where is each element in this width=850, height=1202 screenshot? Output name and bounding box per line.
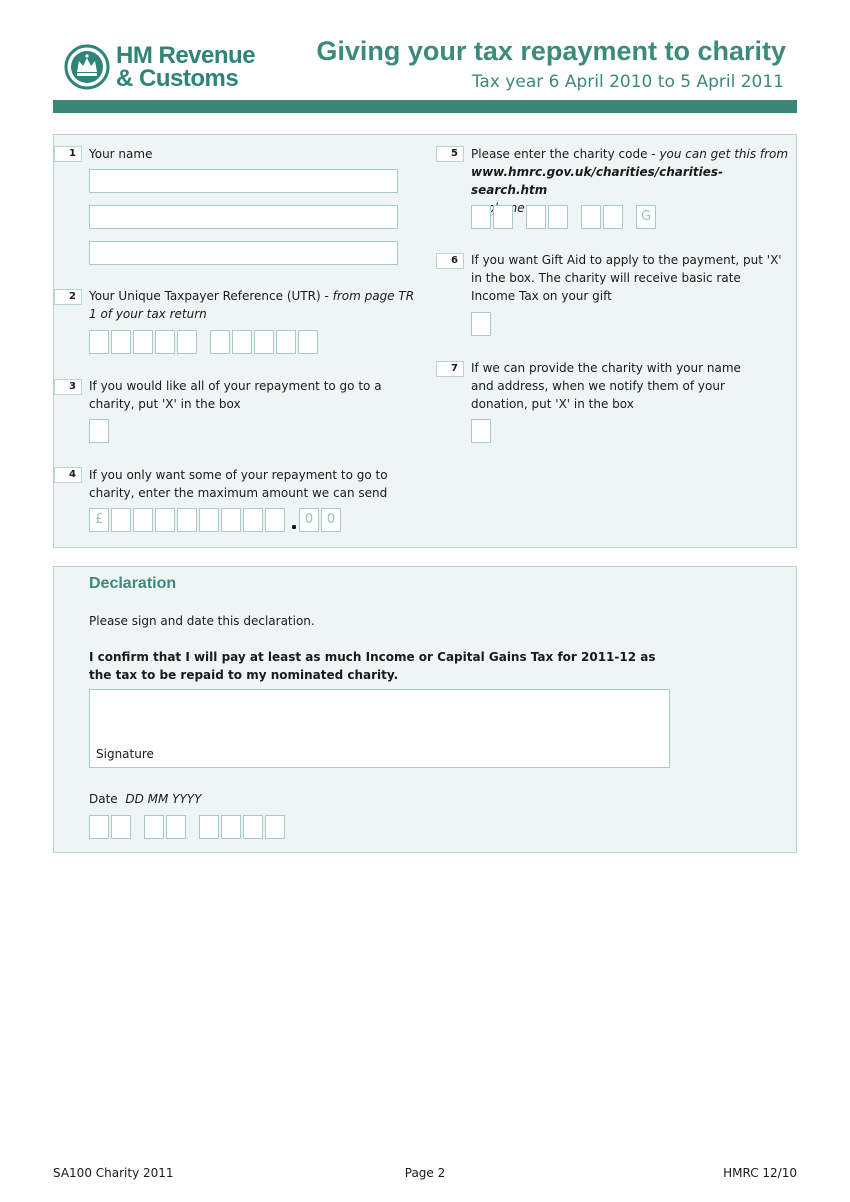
- date-label: Date DD MM YYYY: [89, 792, 202, 806]
- utr-boxes: [89, 330, 329, 354]
- utr-digit[interactable]: [298, 330, 318, 354]
- signature-label: Signature: [96, 747, 154, 761]
- q1-label: Your name: [89, 147, 153, 161]
- charity-code-digit[interactable]: [548, 205, 568, 229]
- utr-digit[interactable]: [177, 330, 197, 354]
- name-field-line1[interactable]: [89, 169, 398, 193]
- hmrc-version: HMRC 12/10: [723, 1166, 797, 1180]
- crown-logo-icon: [64, 44, 110, 90]
- amount-digit[interactable]: [133, 508, 153, 532]
- tax-year-subtitle: Tax year 6 April 2010 to 5 April 2011: [471, 72, 784, 92]
- amount-boxes: [89, 508, 349, 532]
- q2-label: Your Unique Taxpayer Reference (UTR) - from page TR 1 of your tax return: [89, 289, 415, 321]
- date-year-digit[interactable]: [243, 815, 263, 839]
- q5-number: 5: [436, 146, 464, 162]
- amount-digit[interactable]: [265, 508, 285, 532]
- utr-digit[interactable]: [276, 330, 296, 354]
- q1-number: 1: [54, 146, 82, 162]
- q3-number: 3: [54, 379, 82, 395]
- utr-digit[interactable]: [210, 330, 230, 354]
- amount-digit[interactable]: [199, 508, 219, 532]
- all-repayment-checkbox[interactable]: [89, 419, 109, 443]
- page-number: Page 2: [404, 1166, 446, 1180]
- q3-label: If you would like all of your repayment to go to a charity, put 'X' in the box: [89, 379, 382, 411]
- date-year-digit[interactable]: [221, 815, 241, 839]
- q7-number: 7: [436, 361, 464, 377]
- charity-code-boxes: [471, 205, 661, 229]
- q4-label: If you only want some of your repayment to go to charity, enter the maximum amount we can send: [89, 468, 388, 500]
- name-field-line3[interactable]: [89, 241, 398, 265]
- utr-digit[interactable]: [254, 330, 274, 354]
- declaration-heading: Declaration: [89, 575, 177, 592]
- page-title: Giving your tax repayment to charity: [316, 36, 786, 66]
- charity-search-link[interactable]: www.hmrc.gov.uk/charities/charities-search.htm: [471, 165, 724, 197]
- amount-digit[interactable]: [111, 508, 131, 532]
- q5-label: Please enter the charity code - you can get this from www.hmrc.gov.uk/charities/charities-search.htm: [471, 145, 791, 217]
- utr-digit[interactable]: [133, 330, 153, 354]
- date-year-digit[interactable]: [265, 815, 285, 839]
- declaration-instruction: Please sign and date this declaration.: [89, 614, 315, 628]
- gift-aid-checkbox[interactable]: [471, 312, 491, 336]
- date-day-digit[interactable]: [89, 815, 109, 839]
- charity-code-digit[interactable]: [471, 205, 491, 229]
- pence-digit: 0: [321, 508, 341, 532]
- charity-code-suffix: G: [636, 205, 656, 229]
- q7-label: If we can provide the charity with your name and address, when we notify them of your donation, put 'X' in the box: [471, 361, 741, 411]
- utr-digit[interactable]: [155, 330, 175, 354]
- date-month-digit[interactable]: [166, 815, 186, 839]
- date-year-digit[interactable]: [199, 815, 219, 839]
- amount-digit[interactable]: [243, 508, 263, 532]
- charity-code-digit[interactable]: [603, 205, 623, 229]
- q4-number: 4: [54, 467, 82, 483]
- utr-digit[interactable]: [89, 330, 109, 354]
- amount-digit[interactable]: [177, 508, 197, 532]
- utr-digit[interactable]: [232, 330, 252, 354]
- charity-code-digit[interactable]: [493, 205, 513, 229]
- q6-number: 6: [436, 253, 464, 269]
- declaration-confirm: I confirm that I will pay at least as much Income or Capital Gains Tax for 2011-12 as the tax to be repaid to my nominated charity.: [89, 650, 656, 682]
- share-details-checkbox[interactable]: [471, 419, 491, 443]
- form-reference: SA100 Charity 2011: [53, 1166, 174, 1180]
- q2-number: 2: [54, 289, 82, 305]
- currency-symbol: £: [89, 508, 109, 532]
- q6-label: If you want Gift Aid to apply to the payment, put 'X' in the box. The charity will receive basic rate Income Tax on your gift: [471, 253, 782, 303]
- decimal-point: [292, 525, 296, 529]
- charity-code-digit[interactable]: [581, 205, 601, 229]
- name-field-line2[interactable]: [89, 205, 398, 229]
- date-boxes: [89, 815, 289, 839]
- utr-digit[interactable]: [111, 330, 131, 354]
- header-band: [53, 100, 797, 113]
- amount-digit[interactable]: [155, 508, 175, 532]
- hmrc-logo-text: HM Revenue & Customs: [116, 42, 256, 92]
- pence-digit: 0: [299, 508, 319, 532]
- date-month-digit[interactable]: [144, 815, 164, 839]
- amount-digit[interactable]: [221, 508, 241, 532]
- signature-box[interactable]: [89, 689, 670, 768]
- charity-code-digit[interactable]: [526, 205, 546, 229]
- date-day-digit[interactable]: [111, 815, 131, 839]
